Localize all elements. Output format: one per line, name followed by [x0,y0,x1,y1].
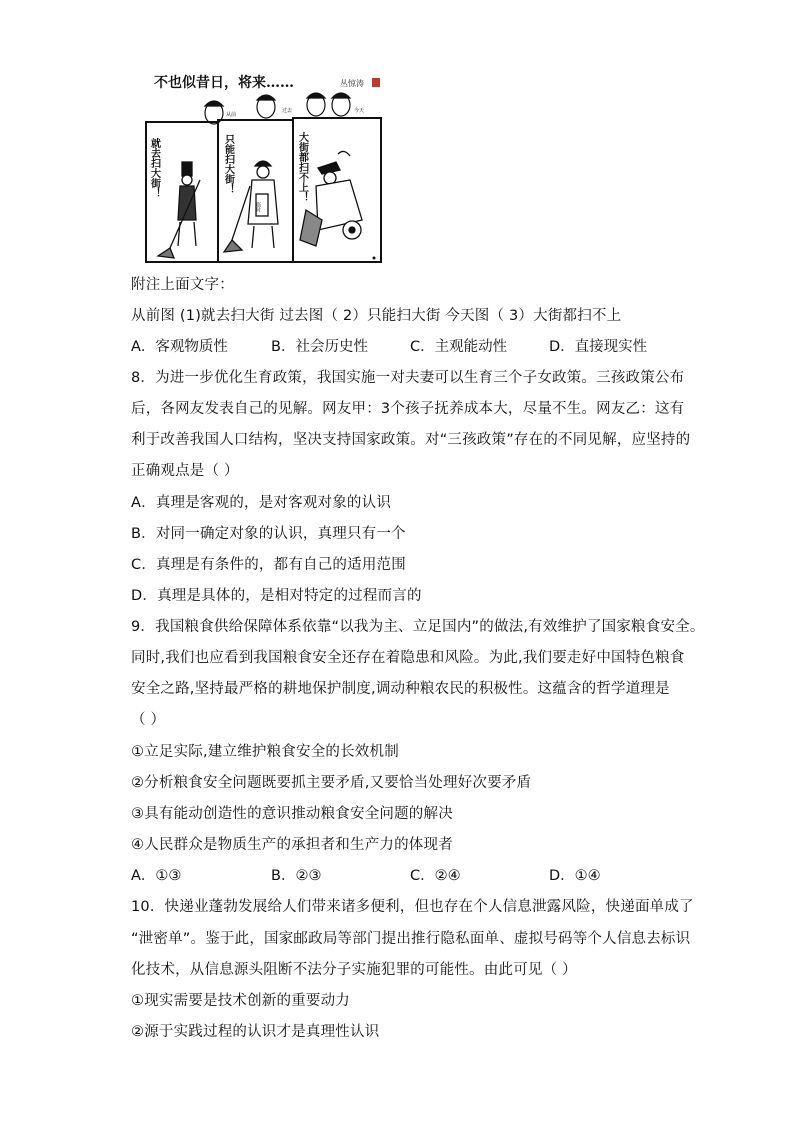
q8-stem-line-3: 利于改善我国人口结构，坚决支持国家政策。对“三孩政策”存在的不同见解，应坚持的 [131,432,691,448]
q10-item-2: ②源于实践过程的认识才是真理性认识 [131,1024,380,1040]
seal-stamp [372,78,380,87]
q8-stem-line-2: 后，各网友发表自己的见解。网友甲：3个孩子抚养成本大，尽量不生。网友乙：这有 [131,401,685,417]
q9-stem-line-4: （ ） [131,712,166,728]
note-label: 附注上面文字： [131,277,234,293]
q9-option-c: C．②④ [410,868,461,884]
panel2-badge: 临时 [255,202,261,212]
panel2-speech: 只能扫大街！ [222,134,234,194]
q9-item-2: ②分析粮食安全问题既要抓主要矛盾,又要恰当处理好次要矛盾 [131,775,532,791]
panel1-speech: 就去扫大街！ [148,138,160,198]
q9-item-1: ①立足实际,建立维护粮食安全的长效机制 [131,744,399,760]
label-past: 过去 [282,108,293,114]
q8-stem-line-1: 8．为进一步优化生育政策，我国实施一对夫妻可以生育三个子女政策。三孩政策公布 [131,370,685,386]
q9-item-3: ③具有能动创造性的意识推动粮食安全问题的解决 [131,806,453,822]
q7-option-b: B．社会历史性 [271,339,368,355]
q9-stem-line-1: 9．我国粮食供给保障体系依靠“以我为主、立足国内”的做法,有效维护了国家粮食安全。 [131,619,705,635]
q7-option-d: D．直接现实性 [549,339,648,355]
q9-option-b: B．②③ [271,868,322,884]
label-then: 从前 [226,112,237,118]
q9-stem-line-3: 安全之路,坚持最严格的耕地保护制度,调动种粮农民的积极性。这蕴含的哲学道理是 [131,681,670,697]
panel1-sweeper [158,162,200,258]
q8-option-a: A．真理是客观的，是对客观对象的认识 [131,495,392,511]
q9-option-a: A．①③ [131,868,182,884]
comic-title: 不也似昔日，将来…… [154,75,294,91]
label-now: 今天 [354,108,365,114]
panel3-machine [300,151,362,246]
q7-option-a: A．客观物质性 [131,339,228,355]
q10-stem-line-1: 10．快递业蓬勃发展给人们带来诸多便利，但也存在个人信息泄露风险，快递面单成了 [131,899,694,915]
panel3-speech: 大街都扫不上！ [296,132,308,202]
q10-item-1: ①现实需要是技术创新的重要动力 [131,993,350,1009]
comic-illustration [140,70,385,265]
q10-stem-line-3: 化技术，从信息源头阻断不法分子实施犯罪的可能性。由此可见（ ） [131,962,577,978]
note-text: 从前图 (1)就去扫大街 过去图（ 2）只能扫大街 今天图（ 3）大街都扫不上 [131,308,622,324]
comic-signature: 丛惊涛 [340,79,364,88]
q8-option-b: B．对同一确定对象的认识，真理只有一个 [131,526,406,542]
q9-item-4: ④人民群众是物质生产的承担者和生产力的体现者 [131,837,453,853]
q8-option-d: D．真理是具体的，是相对特定的过程而言的 [131,588,422,604]
q8-option-c: C．真理是有条件的，都有自己的适用范围 [131,557,406,573]
q10-stem-line-2: “泄密单”。鉴于此，国家邮政局等部门提出推行隐私面单、虚拟号码等个人信息去标识 [131,931,691,947]
q9-option-d: D．①④ [549,868,601,884]
mark-dot [373,257,376,260]
q9-stem-line-2: 同时,我们也应看到我国粮食安全还存在着隐患和风险。为此,我们要走好中国特色粮食 [131,650,685,666]
q8-stem-line-4: 正确观点是（ ） [131,463,239,479]
q7-option-c: C．主观能动性 [410,339,508,355]
